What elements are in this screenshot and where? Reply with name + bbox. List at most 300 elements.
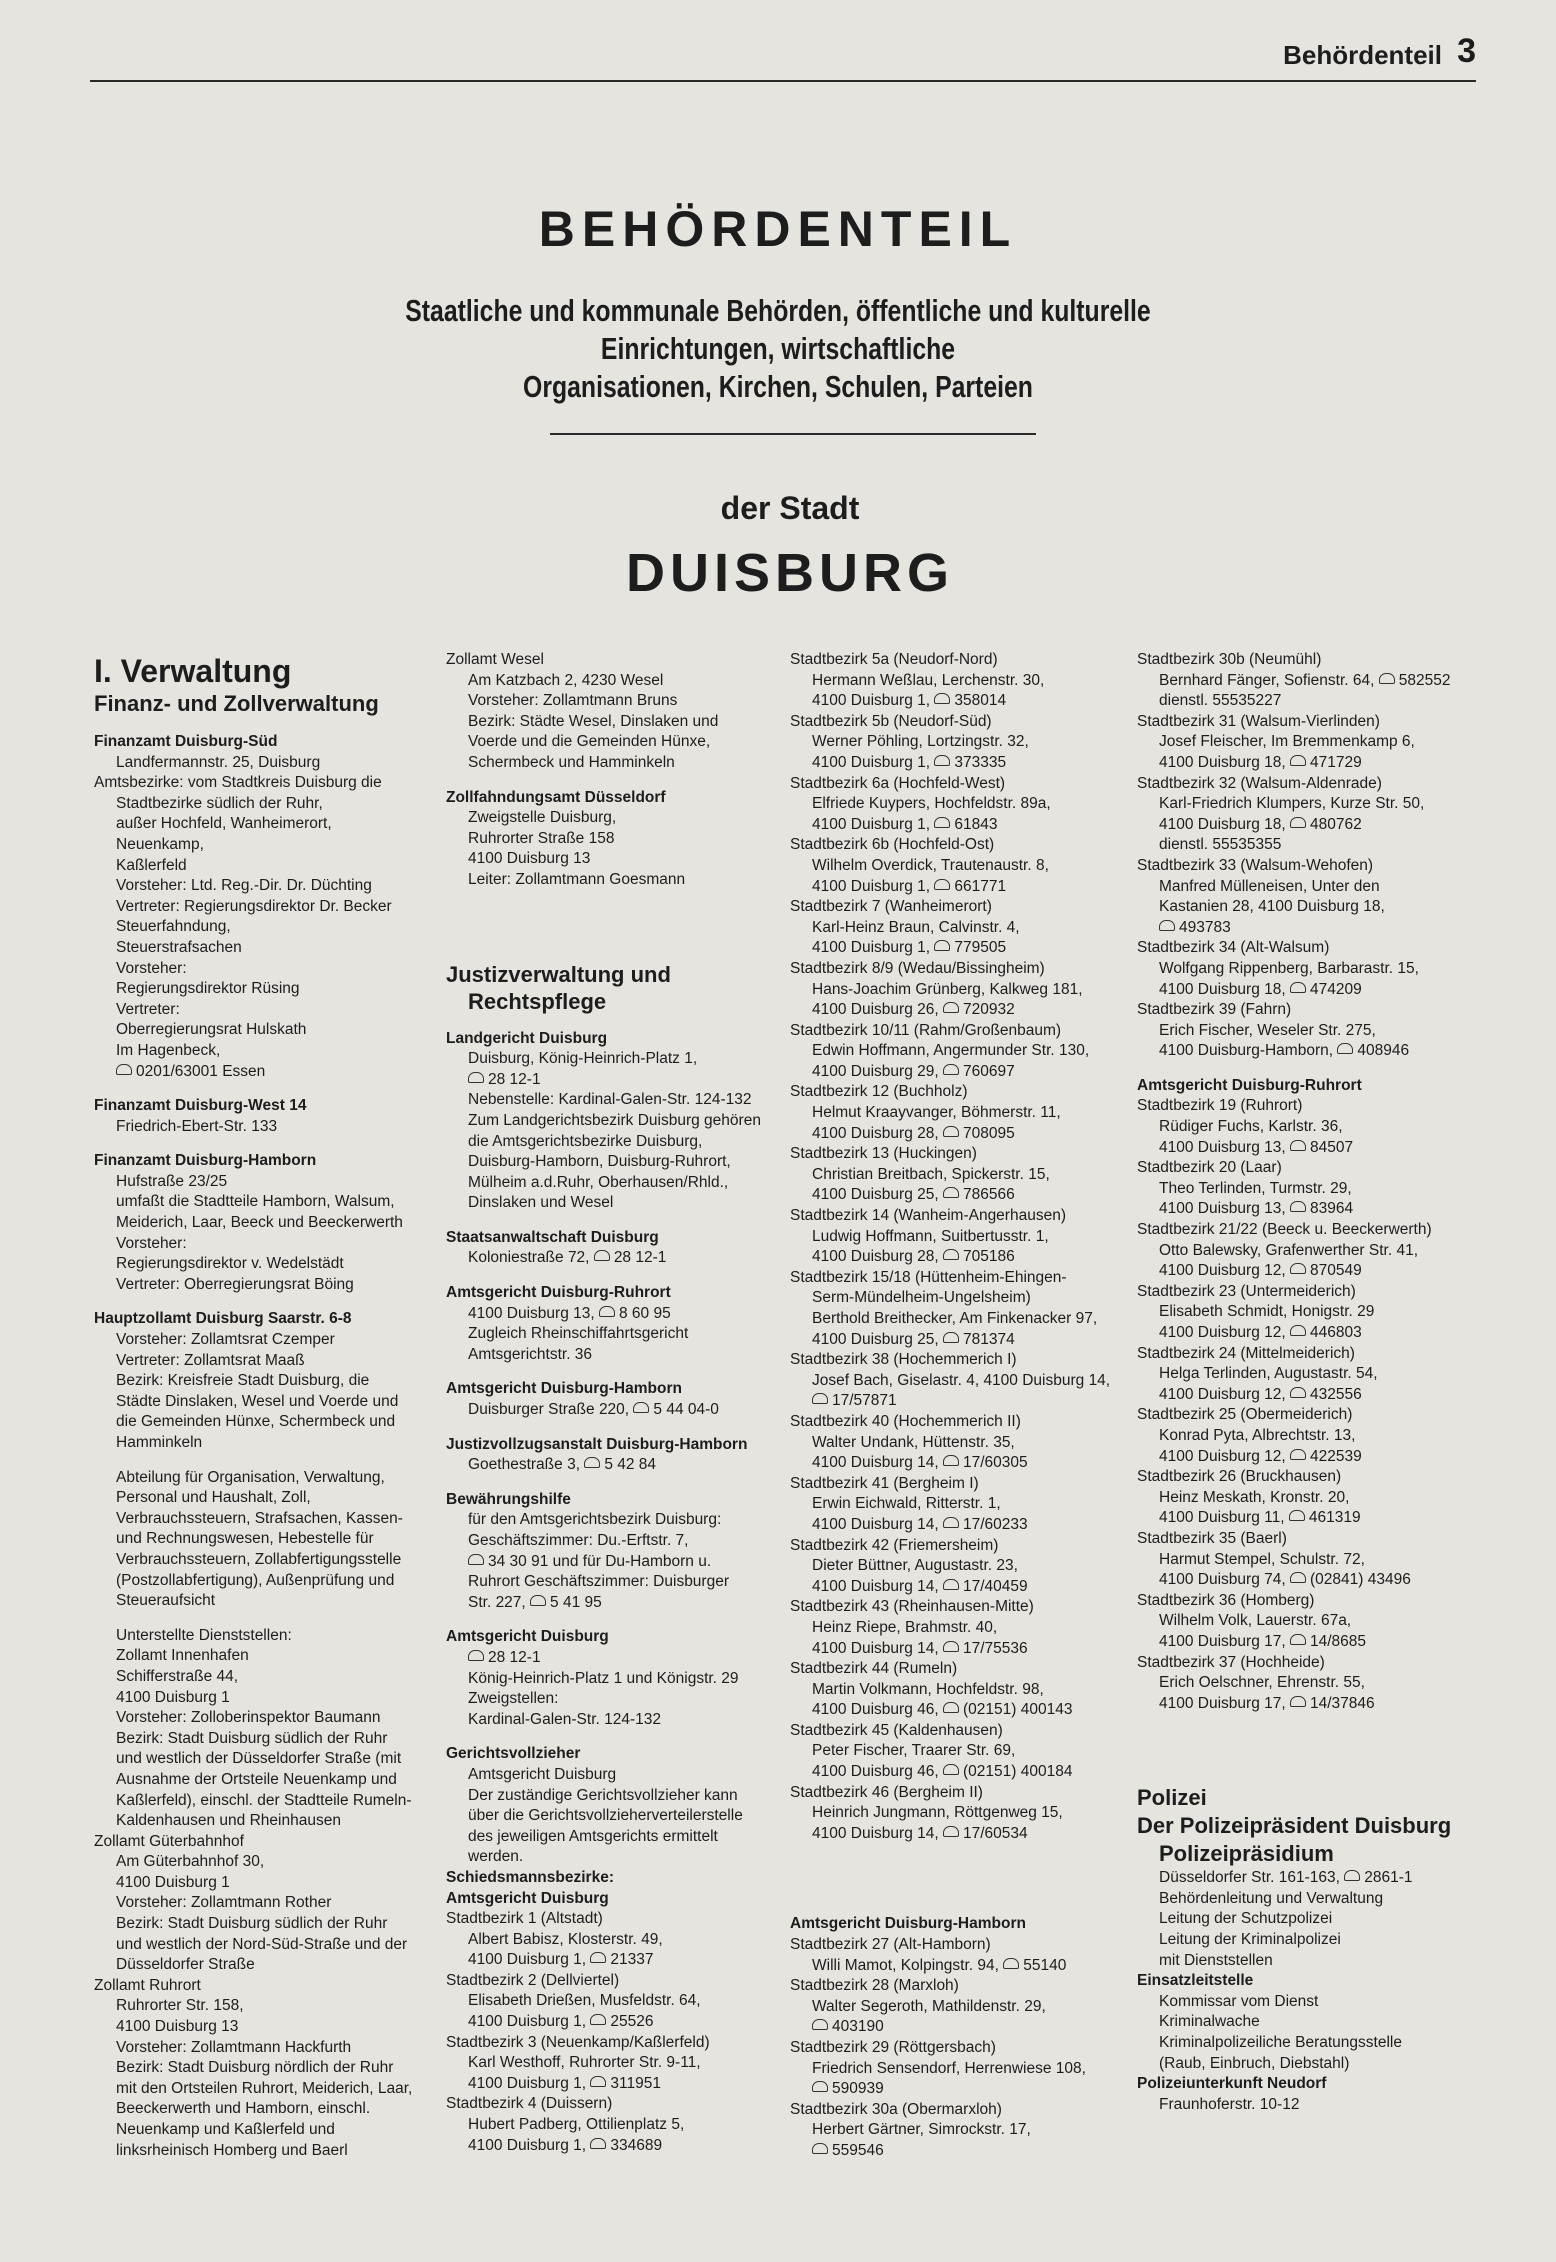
telephone-icon <box>599 1306 615 1317</box>
entry-text: mit den Ortsteilen Ruhrort, Meiderich, Laar, <box>116 2079 413 2097</box>
entry-line <box>446 1132 782 1153</box>
entry-heading <box>94 1151 434 1172</box>
phone-number: 661771 <box>954 877 1007 895</box>
entry-line <box>94 1509 434 1530</box>
entry-text: 4100 Duisburg 46, <box>812 1763 939 1781</box>
phone-number: 2861-1 <box>1364 1869 1413 1887</box>
entry-text: Stadtbezirk 12 (Buchholz) <box>790 1083 968 1101</box>
entry-line <box>94 1626 434 1647</box>
entry-text: und westlich der Nord-Süd-Straße und der <box>116 1935 408 1953</box>
entry-line <box>94 1749 434 1770</box>
entry-text: Polizeiunterkunft Neudorf <box>1137 2075 1327 2093</box>
entry-line <box>1137 1220 1482 1241</box>
subtitle-line: Einrichtungen, wirtschaftliche <box>600 331 956 366</box>
entry-text: Vertreter: Oberregierungsrat Böing <box>116 1275 354 1293</box>
entry-line <box>790 2100 1130 2121</box>
address-phone-line <box>1137 1694 1482 1715</box>
entry-text: Heinz Meskath, Kronstr. 20, <box>1159 1488 1350 1506</box>
entry-text: 4100 Duisburg 12, <box>1159 1447 1286 1465</box>
entry-text: Kaßlerfeld <box>116 856 187 874</box>
entry-line <box>94 1529 434 1550</box>
entry-text: Stadtbezirk 28 (Marxloh) <box>790 1977 959 1995</box>
entry-text: Erich Fischer, Weseler Str. 275, <box>1159 1021 1376 1039</box>
entry-text: Walter Undank, Hüttenstr. 35, <box>812 1433 1015 1451</box>
telephone-icon <box>943 1826 959 1837</box>
spacer <box>94 1137 434 1151</box>
phone-number: 17/60305 <box>962 1454 1028 1472</box>
entry-text: Koloniestraße 72, <box>468 1249 590 1267</box>
telephone-icon <box>943 1455 959 1466</box>
entry-text: 4100 Duisburg 25, <box>812 1186 939 1204</box>
entry-text: über die Gerichtsvollzieherverteilerstelle <box>468 1807 743 1825</box>
phone-number: 373335 <box>954 753 1007 771</box>
entry-line <box>94 876 434 897</box>
entry-line <box>94 1708 434 1729</box>
entry-line <box>446 1193 782 1214</box>
entry-text: Vorsteher: <box>116 1234 187 1252</box>
entry-text: Städte Dinslaken, Wesel und Voerde und <box>116 1392 399 1410</box>
entry-text: 4100 Duisburg 28, <box>812 1124 939 1142</box>
entry-text: Vorsteher: Zolloberinspektor Baumann <box>116 1709 381 1727</box>
entry-text: Unterstellte Dienststellen: <box>116 1626 292 1644</box>
entry-line <box>446 1111 782 1132</box>
phone-line <box>790 2017 1130 2038</box>
entry-heading <box>94 1309 434 1330</box>
entry-text: Hufstraße 23/25 <box>116 1172 228 1190</box>
entry-text: Duisburger Straße 220, <box>468 1401 630 1419</box>
entry-line <box>1137 1096 1482 1117</box>
entry-line <box>1137 1909 1482 1930</box>
entry-text: Karl-Heinz Braun, Calvinstr. 4, <box>812 918 1020 936</box>
entry-text: Behördenleitung und Verwaltung <box>1159 1889 1384 1907</box>
entry-text: Elisabeth Drießen, Musfeldstr. 64, <box>468 1992 701 2010</box>
entry-text: Harmut Stempel, Schulstr. 72, <box>1159 1550 1365 1568</box>
entry-text: Vorsteher: <box>116 959 187 977</box>
entry-text: Stadtbezirk 19 (Ruhrort) <box>1137 1097 1303 1115</box>
entry-line <box>446 1531 782 1552</box>
telephone-icon <box>1344 1870 1360 1881</box>
entry-text: Stadtbezirke südlich der Ruhr, <box>116 794 323 812</box>
entry-line <box>1137 691 1482 712</box>
entry-line <box>790 1268 1130 1289</box>
entry-heading <box>446 1435 782 1456</box>
entry-text: Vertreter: Regierungsdirektor Dr. Becker <box>116 897 392 915</box>
telephone-icon <box>530 1595 546 1606</box>
entry-text: Duisburg-Hamborn, Duisburg-Ruhrort, <box>468 1153 731 1171</box>
entry-line <box>790 1556 1130 1577</box>
entry-line <box>94 1914 434 1935</box>
telephone-icon <box>1290 1387 1306 1398</box>
phone-number: (02151) 400184 <box>962 1763 1073 1781</box>
entry-text: 4100 Duisburg 13, <box>468 1304 595 1322</box>
entry-line <box>94 794 434 815</box>
entry-text: die Amtsgerichtsbezirke Duisburg, <box>468 1132 703 1150</box>
entry-line <box>790 1350 1130 1371</box>
phone-number: 760697 <box>962 1062 1015 1080</box>
entry-text: Personal und Haushalt, Zoll, <box>116 1489 311 1507</box>
entry-text: Wilhelm Overdick, Trautenaustr. 8, <box>812 856 1049 874</box>
entry-text: Beeckerwerth und Hamborn, einschl. <box>116 2100 371 2118</box>
entry-line <box>94 1020 434 1041</box>
city-name: DUISBURG <box>625 543 954 603</box>
entry-line <box>1137 835 1482 856</box>
entry-text: Dinslaken und Wesel <box>468 1194 614 1212</box>
phone-number: 779505 <box>954 939 1007 957</box>
entry-line <box>94 753 434 774</box>
entry-text: 4100 Duisburg 18, <box>1159 980 1286 998</box>
entry-text: 4100 Duisburg 12, <box>1159 1385 1286 1403</box>
entry-text: des jeweiligen Amtsgerichts ermittelt <box>468 1827 718 1845</box>
entry-text: 4100 Duisburg 13 <box>468 850 591 868</box>
entry-line <box>790 1103 1130 1124</box>
entry-line <box>1137 1021 1482 1042</box>
entry-text: Str. 227, <box>468 1593 526 1611</box>
telephone-icon <box>812 2143 828 2154</box>
address-phone-line <box>790 1577 1130 1598</box>
phone-number: 471729 <box>1309 753 1362 771</box>
entry-line <box>446 1049 782 1070</box>
entry-text: 4100 Duisburg 1, <box>468 2013 587 2031</box>
page-title: BEHÖRDENTEIL <box>538 201 1018 257</box>
telephone-icon <box>633 1402 649 1413</box>
entry-line <box>94 2141 434 2162</box>
entry-line <box>446 1765 782 1786</box>
entry-text: 4100 Duisburg 12, <box>1159 1262 1286 1280</box>
address-phone-line <box>790 1453 1130 1474</box>
entry-text: Justizvollzugsanstalt Duisburg-Hamborn <box>446 1435 748 1453</box>
entry-text: Stadtbezirk 33 (Walsum-Wehofen) <box>1137 856 1374 874</box>
entry-line <box>94 979 434 1000</box>
address-phone-line <box>1137 1199 1482 1220</box>
address-phone-line <box>446 1950 782 1971</box>
entry-text: Stadtbezirk 34 (Alt-Walsum) <box>1137 939 1330 957</box>
entry-line <box>94 1770 434 1791</box>
entry-text: Zollfahndungsamt Düsseldorf <box>446 788 666 806</box>
spacer <box>94 718 434 732</box>
entry-text: Martin Volkmann, Hochfeldstr. 98, <box>812 1680 1044 1698</box>
entry-line <box>94 1433 434 1454</box>
entry-text: Berthold Breithecker, Am Finkenacker 97, <box>812 1310 1098 1327</box>
entry-text: Im Hagenbeck, <box>116 1041 221 1059</box>
phone-number: 720932 <box>962 1001 1015 1019</box>
entry-text: Vorsteher: Zollamtmann Hackfurth <box>116 2038 352 2056</box>
telephone-icon <box>943 1517 959 1528</box>
entry-line <box>790 918 1130 939</box>
entry-text: Stadtbezirk 4 (Duissern) <box>446 2095 613 2113</box>
entry-line <box>94 2120 434 2141</box>
entry-text: Amtsgerichtstr. 36 <box>468 1345 593 1363</box>
entry-text: Hubert Padberg, Ottilienplatz 5, <box>468 2116 685 2134</box>
phone-number: 5 42 84 <box>604 1456 657 1474</box>
entry-line <box>1137 1951 1482 1972</box>
telephone-icon <box>1290 1572 1306 1583</box>
entry-line <box>446 1689 782 1710</box>
entry-line <box>790 712 1130 733</box>
entry-text: Stadtbezirk 14 (Wanheim-Angerhausen) <box>790 1207 1066 1225</box>
phone-number: 17/60534 <box>962 1824 1028 1842</box>
spacer <box>1137 1714 1482 1784</box>
entry-line <box>790 1680 1130 1701</box>
telephone-icon <box>1290 982 1306 993</box>
entry-text: Stadtbezirk 1 (Altstadt) <box>446 1910 603 1928</box>
phone-line <box>790 2141 1130 2162</box>
entry-line <box>790 1494 1130 1515</box>
telephone-icon <box>1379 673 1395 684</box>
phone-number: 5 41 95 <box>550 1593 602 1611</box>
entry-text: 4100 Duisburg 14, <box>812 1577 939 1595</box>
entry-text: mit Dienststellen <box>1159 1951 1273 1969</box>
entry-heading <box>446 1744 782 1765</box>
subsection-heading: Finanz- und Zollverwaltung <box>94 691 379 716</box>
entry-text: Gerichtsvollzieher <box>446 1745 581 1763</box>
entry-line <box>1137 774 1482 795</box>
telephone-icon <box>1289 1510 1305 1521</box>
spacer <box>446 1269 782 1283</box>
address-phone-line <box>790 1824 1130 1845</box>
entry-text: Stadtbezirk 29 (Röttgersbach) <box>790 2039 996 2056</box>
entry-line <box>790 1371 1130 1392</box>
entry-line <box>94 959 434 980</box>
entry-text: Nebenstelle: Kardinal-Galen-Str. 124-132 <box>468 1091 752 1109</box>
entry-text: Vertreter: Zollamtsrat Maaß <box>116 1351 305 1369</box>
entry-text: Stadtbezirk 8/9 (Wedau/Bissingheim) <box>790 959 1045 977</box>
telephone-icon <box>590 2014 606 2025</box>
entry-text: Vertreter: <box>116 1000 180 1018</box>
subsection-heading: Rechtspflege <box>468 988 607 1014</box>
entry-text: 4100 Duisburg 1 <box>116 1873 230 1891</box>
entry-text: Landgericht Duisburg <box>446 1029 608 1047</box>
entry-line <box>790 1618 1130 1639</box>
entry-text: Ruhrorter Straße 158 <box>468 829 615 847</box>
entry-line <box>94 1213 434 1234</box>
entry-line <box>790 794 1130 815</box>
entry-text: Voerde und die Gemeinden Hünxe, <box>468 733 711 751</box>
entry-line <box>94 1729 434 1750</box>
entry-text: Stadtbezirk 25 (Obermeiderich) <box>1137 1406 1353 1424</box>
telephone-icon <box>943 1579 959 1590</box>
entry-text: Stadtbezirk 30b (Neumühl) <box>1137 651 1322 668</box>
entry-line <box>94 1351 434 1372</box>
entry-text: Leiter: Zollamtmann Goesmann <box>468 870 686 888</box>
address-phone-line <box>790 1124 1130 1145</box>
subtitle <box>378 292 1178 406</box>
entry-heading <box>446 1029 782 1050</box>
entry-text: Stadtbezirk 5b (Neudorf-Süd) <box>790 712 992 730</box>
phone-number: 358014 <box>954 692 1007 710</box>
entry-text: Stadtbezirk 7 (Wanheimerort) <box>790 898 992 916</box>
entry-text: Duisburg, König-Heinrich-Platz 1, <box>468 1050 698 1068</box>
entry-text: 4100 Duisburg 13 <box>116 2018 239 2036</box>
entry-line <box>790 1783 1130 1804</box>
spacer <box>94 1295 434 1309</box>
entry-text: Amtsgericht Duisburg-Ruhrort <box>1137 1076 1362 1094</box>
telephone-icon <box>1337 1043 1353 1054</box>
entry-line <box>94 1667 434 1688</box>
entry-line <box>790 1935 1130 1956</box>
telephone-icon <box>1003 1958 1019 1969</box>
address-phone-line <box>1137 1385 1482 1406</box>
entry-line <box>790 1721 1130 1742</box>
entry-text: Finanzamt Duisburg-Hamborn <box>94 1152 317 1170</box>
entry-text: Amtsbezirke: vom Stadtkreis Duisburg die <box>94 774 382 792</box>
entry-text: Manfred Mülleneisen, Unter den <box>1159 877 1380 895</box>
telephone-icon <box>1290 1634 1306 1645</box>
phone-number: 61843 <box>954 815 998 833</box>
entry-line <box>94 1976 434 1997</box>
phone-number: 474209 <box>1309 980 1362 998</box>
entry-line <box>446 1847 782 1868</box>
phone-number: 14/8685 <box>1309 1632 1367 1650</box>
entry-text: Kriminalpolizeiliche Beratungsstelle <box>1159 2034 1402 2052</box>
entry-line <box>94 1172 434 1193</box>
entry-line <box>1137 650 1482 671</box>
entry-text: Leitung der Kriminalpolizei <box>1159 1931 1341 1949</box>
entry-line <box>1137 732 1482 753</box>
address-phone-line <box>1137 1570 1482 1591</box>
entry-heading <box>446 1627 782 1648</box>
entry-text: Kardinal-Galen-Str. 124-132 <box>468 1710 662 1728</box>
entry-text: Leitung der Schutzpolizei <box>1159 1910 1333 1928</box>
entry-text: Bezirk: Stadt Duisburg nördlich der Ruhr <box>116 2059 394 2077</box>
entry-text: Stadtbezirk 44 (Rumeln) <box>790 1660 958 1678</box>
entry-text: 4100 Duisburg 1, <box>812 939 931 957</box>
entry-text: Hauptzollamt Duisburg Saarstr. 6-8 <box>94 1310 352 1328</box>
address-phone-line <box>790 815 1130 836</box>
spacer <box>94 1612 434 1626</box>
entry-line <box>94 1873 434 1894</box>
entry-text: Steuerfahndung, <box>116 918 231 936</box>
entry-heading <box>446 1228 782 1249</box>
address-phone-line <box>1137 1138 1482 1159</box>
entry-text: Helga Terlinden, Augustastr. 54, <box>1159 1365 1378 1383</box>
telephone-icon <box>590 2138 606 2149</box>
telephone-icon <box>943 1002 959 1013</box>
column-1 <box>94 650 434 2161</box>
address-phone-line <box>446 1304 782 1325</box>
entry-text: Vorsteher: Ltd. Reg.-Dir. Dr. Düchting <box>116 877 372 895</box>
phone-number: 334689 <box>610 2136 663 2154</box>
entry-text: Stadtbezirk 20 (Laar) <box>1137 1159 1282 1177</box>
entry-text: Stadtbezirk 36 (Homberg) <box>1137 1591 1315 1609</box>
entry-text: Einsatzleitstelle <box>1137 1972 1254 1990</box>
phone-number: 708095 <box>962 1124 1015 1142</box>
entry-text: Meiderich, Laar, Beeck und Beeckerwerth <box>116 1214 403 1232</box>
entry-line <box>446 1090 782 1111</box>
address-phone-line <box>790 1247 1130 1268</box>
entry-line <box>446 712 782 733</box>
entry-text: Otto Balewsky, Grafenwerther Str. 41, <box>1159 1241 1419 1259</box>
entry-text: Kaßlerfeld), einschl. der Stadtteile Rumeln- <box>116 1791 412 1809</box>
entry-line <box>446 1510 782 1531</box>
entry-heading <box>446 1868 782 1889</box>
phone-line <box>446 1648 782 1669</box>
entry-text: 4100 Duisburg 12, <box>1159 1324 1286 1341</box>
entry-text: für den Amtsgerichtsbezirk Duisburg: <box>468 1511 722 1529</box>
entry-text: Bezirk: Städte Wesel, Dinslaken und <box>468 712 719 730</box>
entry-text: 4100 Duisburg 13, <box>1159 1138 1286 1156</box>
entry-text: 4100 Duisburg 25, <box>812 1330 939 1348</box>
entry-text: Peter Fischer, Traarer Str. 69, <box>812 1742 1016 1760</box>
address-phone-line <box>790 1185 1130 1206</box>
entry-text: Stadtbezirk 43 (Rheinhausen-Mitte) <box>790 1598 1034 1616</box>
entry-text: Herbert Gärtner, Simrockstr. 17, <box>812 2121 1031 2139</box>
entry-text: Düsseldorfer Straße <box>116 1956 255 1974</box>
spacer <box>790 1844 1130 1914</box>
telephone-icon <box>1159 920 1175 931</box>
subsection-heading: Polizeipräsidium <box>1159 1841 1334 1867</box>
entry-text: Amtsgericht Duisburg-Hamborn <box>790 1915 1026 1933</box>
entry-text: Hermann Weßlau, Lerchenstr. 30, <box>812 671 1045 689</box>
telephone-icon <box>943 1249 959 1260</box>
entry-text: und westlich der Düsseldorfer Straße (mit <box>116 1750 402 1768</box>
entry-line <box>790 1474 1130 1495</box>
entry-line <box>1137 1992 1482 2013</box>
entry-line <box>446 753 782 774</box>
entry-line <box>94 938 434 959</box>
address-phone-line <box>790 1000 1130 1021</box>
entry-heading <box>790 1914 1130 1935</box>
entry-line <box>1137 712 1482 733</box>
entry-line <box>790 1659 1130 1680</box>
address-phone-line <box>1137 1868 1482 1889</box>
entry-line <box>790 1536 1130 1557</box>
entry-text: Kaldenhausen und Rheinhausen <box>116 1812 341 1830</box>
entry-line <box>94 1955 434 1976</box>
entry-text: Bezirk: Stadt Duisburg südlich der Ruhr <box>116 1729 388 1747</box>
entry-text: 4100 Duisburg 1, <box>812 877 931 895</box>
entry-heading <box>446 1379 782 1400</box>
phone-number: 83964 <box>1309 1200 1354 1218</box>
entry-line <box>790 671 1130 692</box>
entry-line <box>446 691 782 712</box>
page-header <box>90 30 1476 82</box>
phone-number: 870549 <box>1309 1262 1362 1280</box>
entry-text: Zollamt Innenhafen <box>116 1647 249 1665</box>
spacer <box>446 1421 782 1435</box>
phone-number: 408946 <box>1357 1042 1410 1060</box>
entry-text: Stadtbezirk 35 (Baerl) <box>1137 1529 1287 1547</box>
column-2 <box>446 650 782 2156</box>
entry-line <box>94 1571 434 1592</box>
entry-text: Karl-Friedrich Klumpers, Kurze Str. 50, <box>1159 795 1425 813</box>
subtitle-line: Staatliche und kommunale Behörden, öffentliche und kulturelle <box>405 293 1151 328</box>
entry-text: Zollamt Ruhrort <box>94 1976 201 1994</box>
entry-line <box>1137 1364 1482 1385</box>
phone-number: 786566 <box>962 1186 1015 1204</box>
entry-text: Elfriede Kuypers, Hochfeldstr. 89a, <box>812 795 1051 813</box>
entry-line <box>790 650 1130 671</box>
entry-text: Amtsgericht Duisburg-Ruhrort <box>446 1284 671 1302</box>
entry-line <box>94 1275 434 1296</box>
entry-text: Hamminkeln <box>116 1434 203 1451</box>
entry-line <box>446 829 782 850</box>
entry-line <box>94 1392 434 1413</box>
entry-line <box>790 774 1130 795</box>
entry-text: Bezirk: Kreisfreie Stadt Duisburg, die <box>116 1372 370 1390</box>
entry-line <box>790 1412 1130 1433</box>
entry-line <box>94 835 434 856</box>
spacer <box>446 891 782 961</box>
entry-line <box>1137 877 1482 898</box>
telephone-icon <box>943 1126 959 1137</box>
entry-text: Abteilung für Organisation, Verwaltung, <box>116 1468 385 1486</box>
phone-number: 28 12-1 <box>613 1249 667 1267</box>
entry-text: Stadtbezirk 26 (Bruckhausen) <box>1137 1468 1342 1486</box>
address-phone-line <box>790 1700 1130 1721</box>
entry-text: Wilhelm Volk, Lauerstr. 67a, <box>1159 1612 1352 1630</box>
entry-line <box>446 1324 782 1345</box>
entry-text: Am Katzbach 2, 4230 Wesel <box>468 671 664 689</box>
